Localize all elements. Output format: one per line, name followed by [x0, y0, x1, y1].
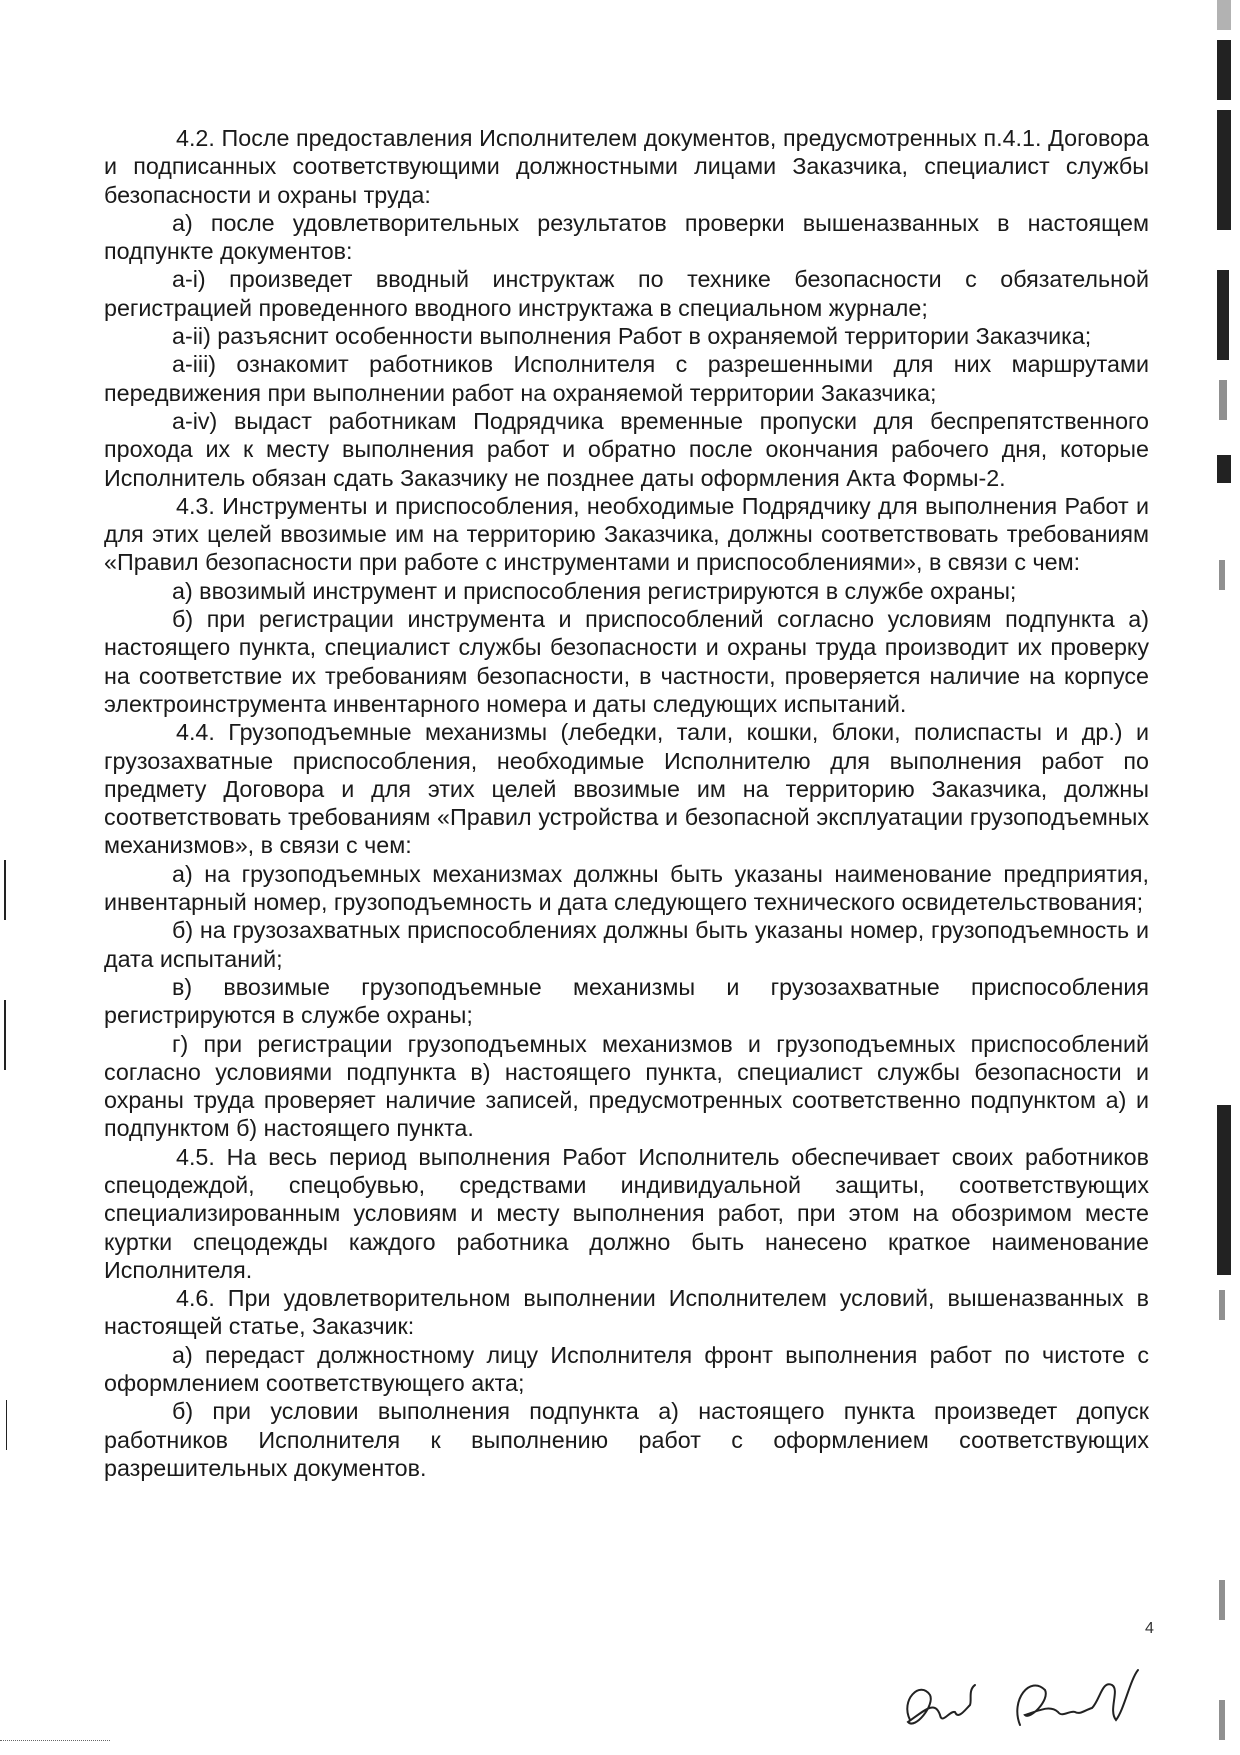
subparagraph-a-iv: а-iv) выдаст работникам Подрядчика временные пропуски для беспрепятственного прохода их к месту выполнения работ и обратно после окончания рабочего дня, которые Исполнитель обязан сдать Заказчику не позднее даты оформления Акта Формы-2.	[104, 407, 1149, 491]
subparagraph-4-3-b: б) при регистрации инструмента и приспособлений согласно условиям подпункта а) настоящего пункта, специалист службы безопасности и охраны труда производит их проверку на соответствие их требованиям безопасности, в частности, проверяется наличие на корпусе электроинструмента инвентарного номера и даты следующих испытаний.	[104, 606, 1149, 717]
subparagraph-4-6-b: б) при условии выполнения подпункта а) настоящего пункта произведет допуск работников Исполнителя к выполнению работ с оформлением соответствующих разрешительных документов.	[104, 1398, 1149, 1481]
paragraph-4-3: 4.3. Инструменты и приспособления, необходимые Подрядчику для выполнения Работ и для этих целей ввозимые им на территорию Заказчика, должны соответствовать требованиям «Правил безопасности при работе с инструментами и приспособлениями», в связи с чем:	[104, 492, 1149, 576]
scan-edge-left	[0, 0, 12, 1754]
subparagraph-a-ii: а-ii) разъяснит особенности выполнения Работ в охраняемой территории Заказчика;	[172, 323, 1092, 350]
subparagraph-4-3-a: а) ввозимый инструмент и приспособления регистрируются в службе охраны;	[172, 577, 1017, 604]
subparagraph-4-4-b: б) на грузозахватных приспособлениях должны быть указаны номер, грузоподъемность и дата испытаний;	[104, 917, 1149, 972]
subparagraph-4-4-g: г) при регистрации грузоподъемных механизмов и грузоподъемных приспособлений согласно условиями подпункта в) настоящего пункта, специалист службы безопасности и охраны труда проверяет наличие записей, предусмотренных соответственно подпунктом а) и подпунктом б) настоящего пункта.	[104, 1030, 1149, 1142]
signature-1	[907, 1685, 975, 1724]
scan-edge-bottom	[0, 1740, 110, 1745]
paragraph-4-5: 4.5. На весь период выполнения Работ Исполнитель обеспечивает своих работников спецодеждой, спецобувью, средствами индивидуальной защиты, соответствующих специализированным условиям и месту выполнения работ, при этом на обозримом месте куртки спецодежды каждого работника должно быть нанесено краткое наименование Исполнителя.	[104, 1143, 1149, 1283]
signatures	[880, 1640, 1180, 1750]
paragraph-4-2: 4.2. После предоставления Исполнителем документов, предусмотренных п.4.1. Договора и подписанных соответствующими должностными лицами Заказчика, специалист службы безопасности и охраны труда:	[104, 125, 1149, 208]
subparagraph-4-4-a: а) на грузоподъемных механизмах должны быть указаны наименование предприятия, инвентарный номер, грузоподъемность и дата следующего технического освидетельствования;	[104, 860, 1149, 916]
scan-edge-right	[1215, 0, 1235, 1754]
subparagraph-4-4-v: в) ввозимые грузоподъемные механизмы и грузозахватные приспособления регистрируются в службе охраны;	[104, 973, 1149, 1029]
document-body	[104, 124, 1149, 1482]
paragraph-4-6: 4.6. При удовлетворительном выполнении Исполнителем условий, вышеназванных в настоящей статье, Заказчик:	[104, 1285, 1149, 1340]
signature-2	[1017, 1670, 1138, 1725]
paragraph-4-4: 4.4. Грузоподъемные механизмы (лебедки, тали, кошки, блоки, полиспасты и др.) и грузозахватные приспособления, необходимые Исполнителю для выполнения работ по предмету Договора и для этих целей ввозимые им на территорию Заказчика, должны соответствовать требованиям «Правил устройства и безопасной эксплуатации грузоподъемных механизмов», в связи с чем:	[104, 719, 1149, 859]
subparagraph-a-iii: а-iii) ознакомит работников Исполнителя с разрешенными для них маршрутами передвижения при выполнении работ на охраняемой территории Заказчика;	[104, 351, 1149, 406]
subparagraph-4-6-a: а) передаст должностному лицу Исполнителя фронт выполнения работ по чистоте с оформлением соответствующего акта;	[104, 1341, 1149, 1397]
page-number: 4	[1145, 1620, 1154, 1637]
subparagraph-a-i: а-i) произведет вводный инструктаж по технике безопасности с обязательной регистрацией проведенного вводного инструктажа в специальном журнале;	[104, 266, 1149, 321]
handwritten-signatures	[880, 1640, 1180, 1750]
subparagraph-a: а) после удовлетворительных результатов проверки вышеназванных в настоящем подпункте документов:	[104, 209, 1149, 265]
